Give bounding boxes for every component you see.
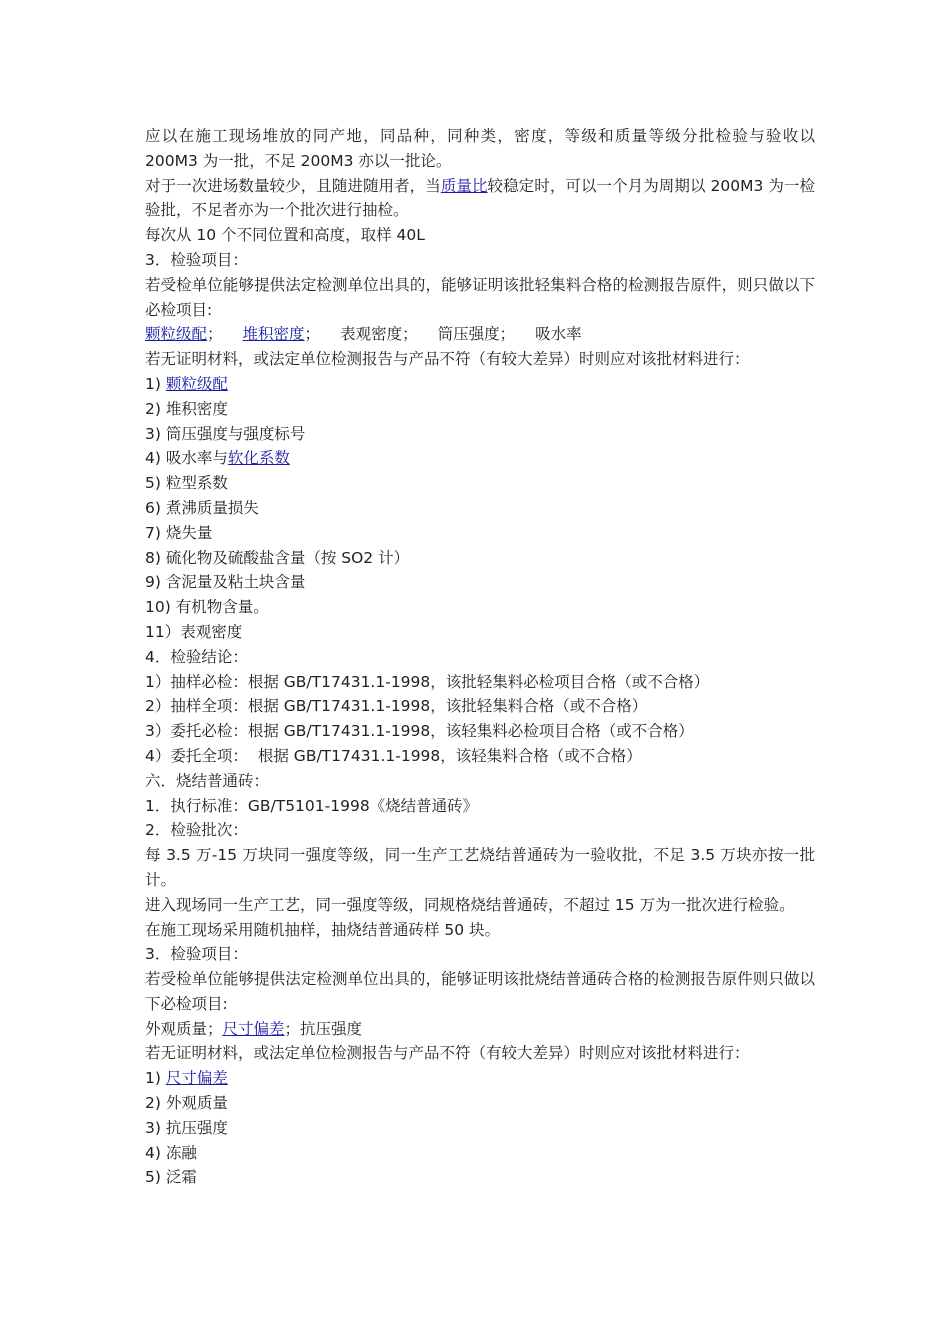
list-item [145,372,815,397]
list-item: 5) 粒型系数 [145,474,228,493]
conclusion-item: 2）抽样全项：根据 GB/T17431.1-1998，该批轻集料合格（或不合格） [145,697,648,716]
paragraph-report-condition: 若受检单位能够提供法定检测单位出具的，能够证明该批烧结普通砖合格的检测报告原件则只做以下必检项目: [145,970,815,1013]
no-proof-text: 若无证明材料，或法定单位检测报告与产品不符（有较大差异）时则应对该批材料进行： [145,350,750,369]
list-item: 4) 冻融 [145,1143,197,1162]
list-item: 10) 有机物含量。 [145,598,269,617]
list-item: 11）表观密度 [145,622,243,641]
list-item: 6) 煮沸质量损失 [145,498,259,517]
paragraph-brick-batch: 每 3.5 万-15 万块同一强度等级，同一生产工艺烧结普通砖为一验收批，不足 3.5 万块亦按一批计。 [145,846,815,889]
item-apparent-density: 表观密度； [340,325,418,344]
paragraph-site-batch: 进入现场同一生产工艺，同一强度等级，同规格烧结普通砖，不超过 15 万为一批次进行检验。 [145,895,795,914]
item-compressive-strength: ；抗压强度 [284,1019,363,1038]
list-item [145,446,815,471]
item-cylinder-strength: 筒压强度； [437,325,516,344]
conclusion-text: 根据 GB/T17431.1-1998，该轻集料合格（或不合格） [257,746,642,765]
section-heading-batch: 2．检验批次： [145,821,248,840]
section-heading-inspection-items: 3．检验项目： [145,250,248,269]
list-item: 2) 外观质量 [145,1094,228,1113]
list-item: 5) 泛霜 [145,1168,197,1187]
item-water-absorption: 吸水率 [535,325,582,344]
required-items-line [145,1017,815,1042]
list-item: 3) 抗压强度 [145,1118,228,1137]
link-particle-grading[interactable]: 颗粒级配 [145,325,208,344]
link-bulk-density[interactable]: 堆积密度 [242,325,305,344]
list-number: 1) [145,1069,166,1088]
paragraph-batch-rule: 应以在施工现场堆放的同产地，同品种，同种类，密度，等级和质量等级分批检验与验收以 200M3 为一批，不足 200M3 亦以一批论。 [145,127,815,170]
required-items-line [145,322,815,347]
section-heading-inspection-items: 3．检验项目： [145,945,248,964]
list-item: 3) 筒压强度与强度标号 [145,424,306,443]
conclusion-item: 1）抽样必检：根据 GB/T17431.1-1998，该批轻集料必检项目合格（或不合格） [145,672,710,691]
sampling-text: 每次从 10 个不同位置和高度，取样 40L [145,226,425,245]
list-number: 1) [145,374,166,393]
list-item: 8) 硫化物及硫酸盐含量（按 SO2 计） [145,548,410,567]
list-text: 4) 吸水率与 [145,449,228,468]
separator: ； [207,325,223,344]
section-heading-brick: 六．烧结普通砖： [145,771,270,790]
conclusion-item [145,744,815,769]
list-item [145,1066,815,1091]
link-quality-ratio[interactable]: 质量比 [440,176,488,195]
no-proof-text: 若无证明材料，或法定单位检测报告与产品不符（有较大差异）时则应对该批材料进行： [145,1044,750,1063]
standard-text: 1．执行标准：GB/T5101-1998《烧结普通砖》 [145,796,479,815]
text-segment: 较稳定时，可以一个月为周期以 200M3 为一检验批，不足者亦为一个批次进行抽检。 [145,176,815,220]
item-appearance: 外观质量； [145,1019,223,1038]
link-particle-grading[interactable]: 颗粒级配 [165,374,228,393]
link-size-deviation[interactable]: 尺寸偏差 [165,1069,228,1088]
sampling-text: 在施工现场采用随机抽样，抽烧结普通砖样 50 块。 [145,920,501,939]
list-item: 2) 堆积密度 [145,399,228,418]
separator: ； [304,325,321,344]
document-page [145,124,815,1190]
paragraph-report-condition: 若受检单位能够提供法定检测单位出具的，能够证明该批轻集料合格的检测报告原件，则只做以下必检项目: [145,275,815,319]
section-heading-conclusion: 4．检验结论： [145,647,248,666]
conclusion-label: 4）委托全项： [145,746,248,765]
conclusion-item: 3）委托必检：根据 GB/T17431.1-1998，该轻集料必检项目合格（或不合格） [145,722,694,741]
list-item: 7) 烧失量 [145,523,213,542]
paragraph-small-quantity [145,174,815,224]
link-size-deviation[interactable]: 尺寸偏差 [222,1019,285,1038]
list-item: 9) 含泥量及粘土块含量 [145,573,306,592]
link-softening-coefficient[interactable]: 软化系数 [227,449,290,468]
text-segment: 对于一次进场数量较少，且随进随用者，当 [145,176,441,195]
